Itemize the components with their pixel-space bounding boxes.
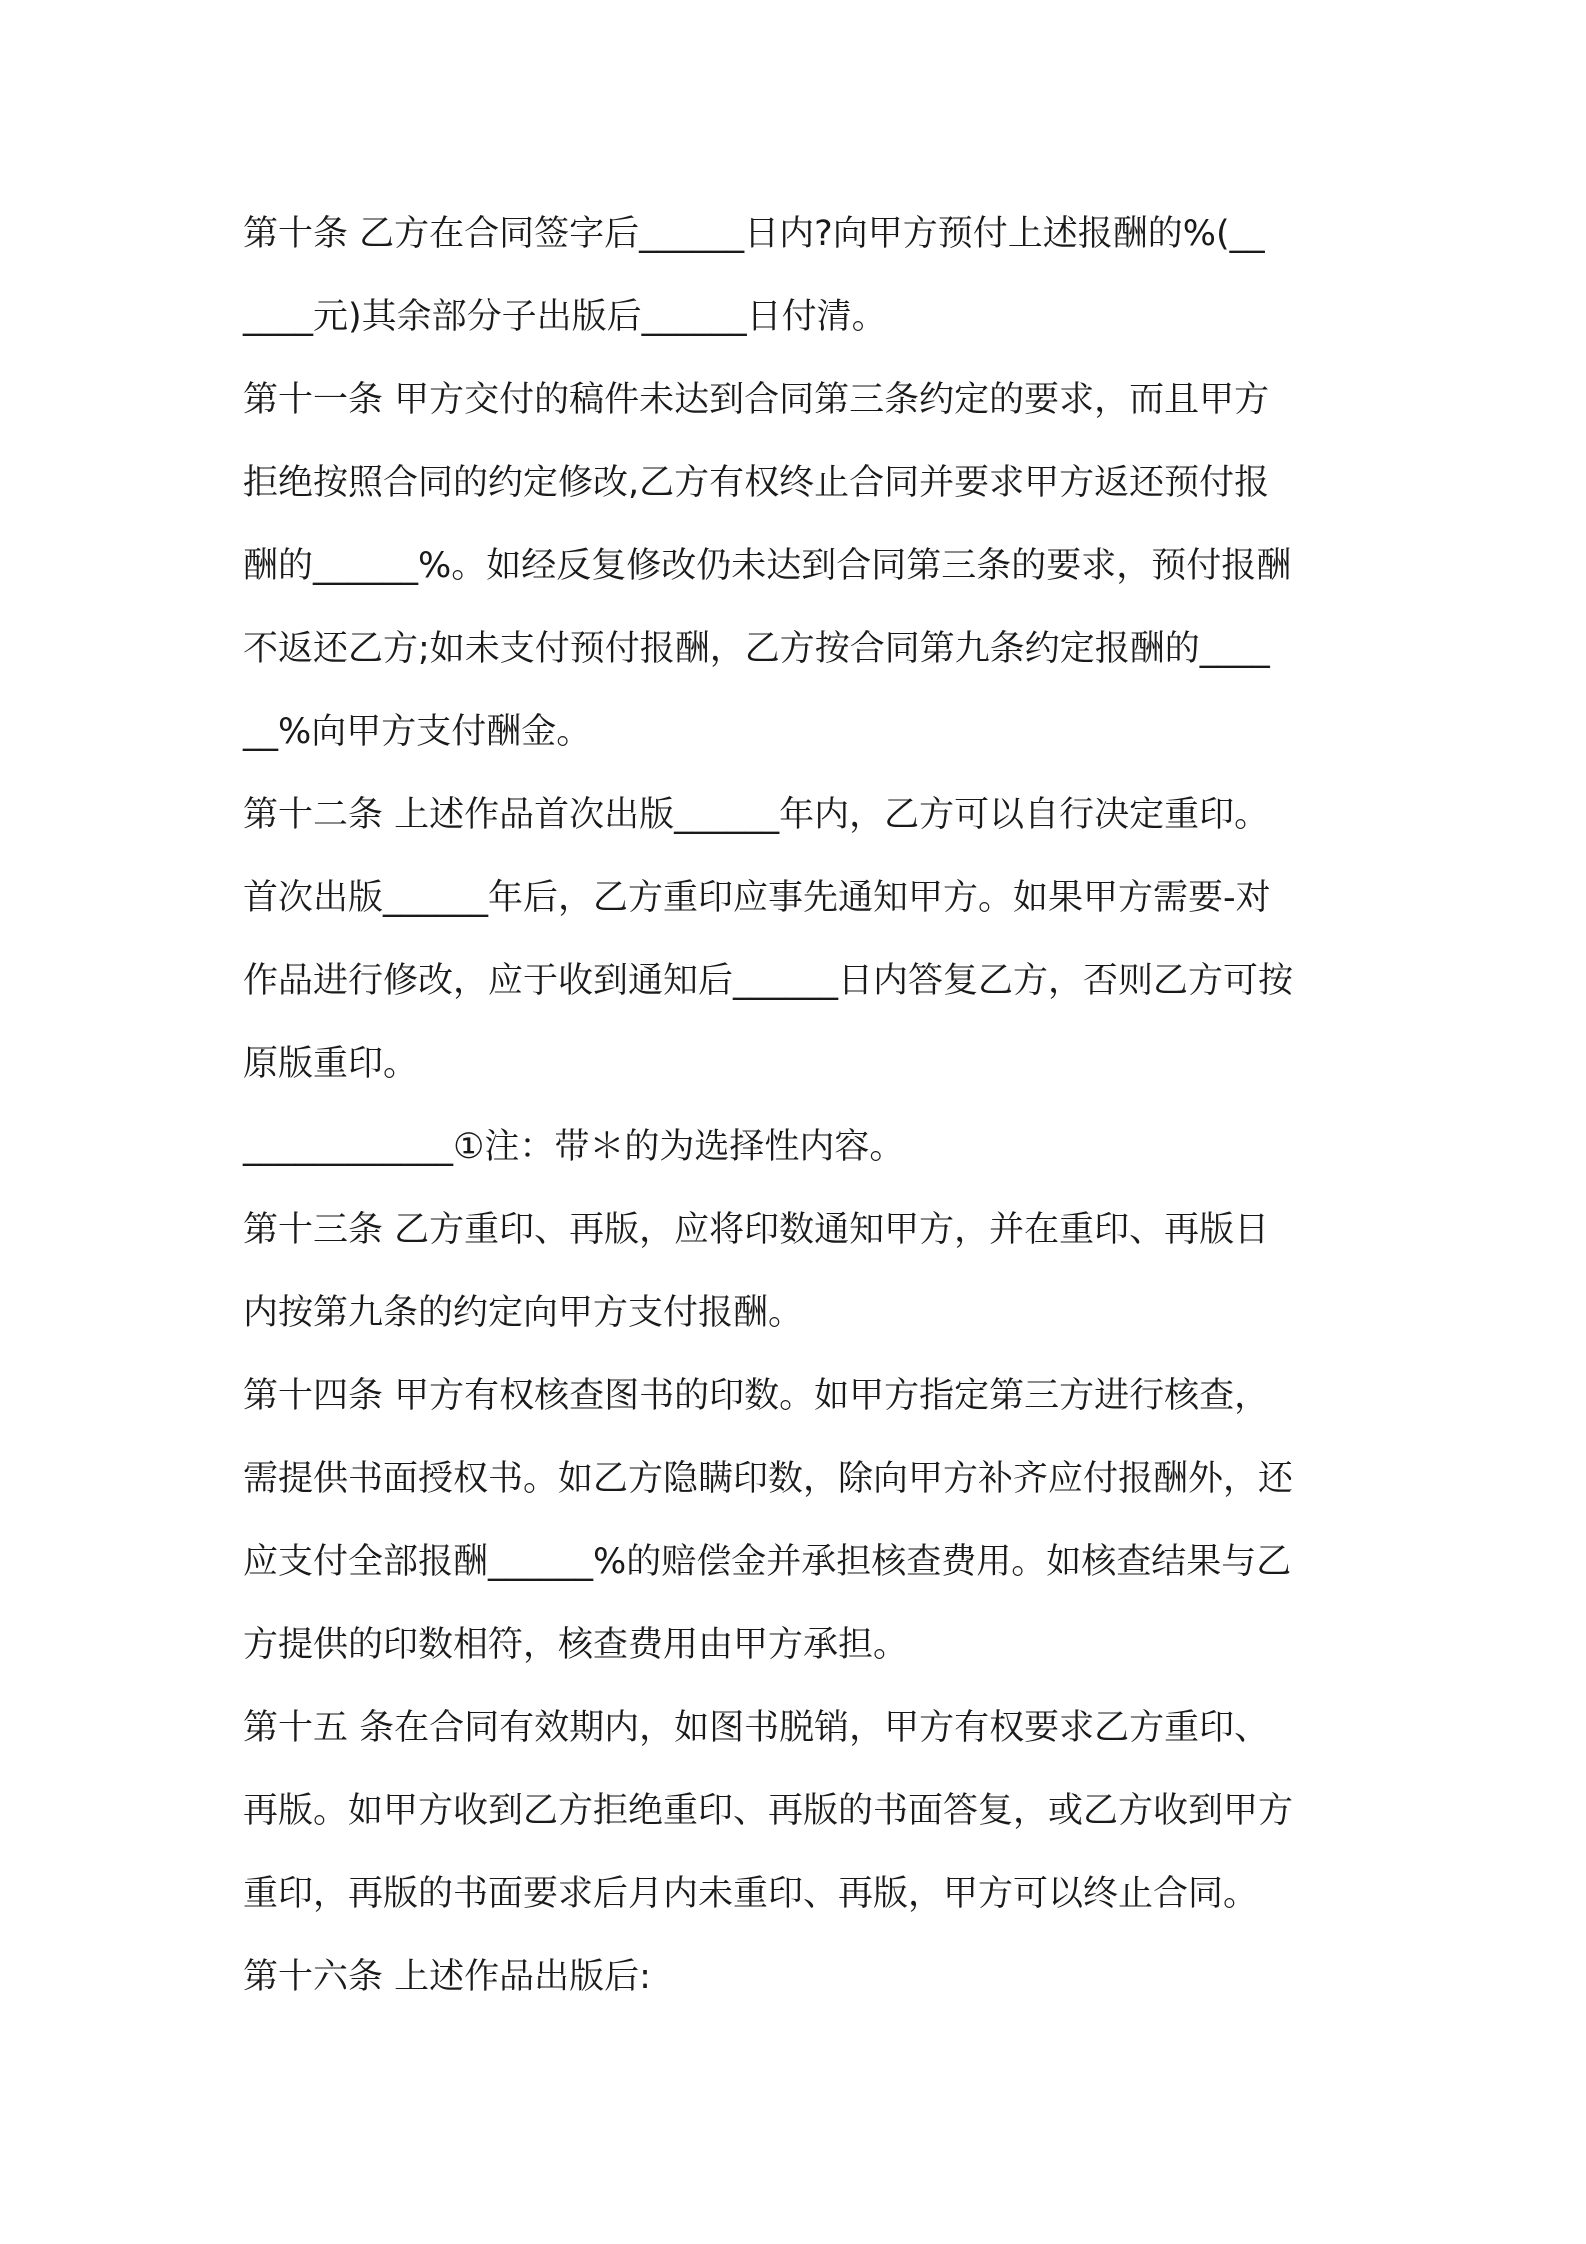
text-line: 再版。如甲方收到乙方拒绝重印、再版的书面答复，或乙方收到甲方 <box>243 1791 1294 1831</box>
text-line: 第十五 条在合同有效期内，如图书脱销，甲方有权要求乙方重印、 <box>243 1708 1270 1748</box>
text-line: ____元)其余部分子出版后______日付清。 <box>243 297 887 337</box>
text-line: 方提供的印数相符，核查费用由甲方承担。 <box>243 1625 909 1665</box>
text-line: 需提供书面授权书。如乙方隐瞒印数，除向甲方补齐应付报酬外，还 <box>243 1459 1294 1499</box>
text-line: 应支付全部报酬______%的赔偿金并承担核查费用。如核查结果与乙 <box>243 1542 1292 1582</box>
text-line: 拒绝按照合同的约定修改,乙方有权终止合同并要求甲方返还预付报 <box>243 463 1270 503</box>
text-line: 第十三条 乙方重印、再版，应将印数通知甲方，并在重印、再版日 <box>243 1210 1270 1250</box>
text-line: ____________①注：带＊的为选择性内容。 <box>243 1127 905 1167</box>
text-line: 第十一条 甲方交付的稿件未达到合同第三条约定的要求，而且甲方 <box>243 380 1270 420</box>
text-line: 酬的______%。如经反复修改仍未达到合同第三条的要求，预付报酬 <box>243 546 1292 586</box>
contract-text <box>243 193 1353 2019</box>
text-line: 第十六条 上述作品出版后: <box>243 1957 651 1997</box>
text-line: 第十条 乙方在合同签字后______日内?向甲方预付上述报酬的%(__ <box>243 214 1265 254</box>
text-line: 第十四条 甲方有权核查图书的印数。如甲方指定第三方进行核查， <box>243 1376 1270 1416</box>
text-line: 首次出版______年后，乙方重印应事先通知甲方。如果甲方需要-对 <box>243 878 1271 918</box>
text-line: __%向甲方支付酬金。 <box>243 712 592 752</box>
text-line: 第十二条 上述作品首次出版______年内，乙方可以自行决定重印。 <box>243 795 1270 835</box>
text-line: 内按第九条的约定向甲方支付报酬。 <box>243 1293 804 1333</box>
text-line: 原版重印。 <box>243 1044 419 1084</box>
text-line: 作品进行修改，应于收到通知后______日内答复乙方，否则乙方可按 <box>243 961 1294 1001</box>
text-line: 重印，再版的书面要求后月内未重印、再版，甲方可以终止合同。 <box>243 1874 1259 1914</box>
text-line: 不返还乙方;如未支付预付报酬，乙方按合同第九条约定报酬的____ <box>243 629 1270 669</box>
